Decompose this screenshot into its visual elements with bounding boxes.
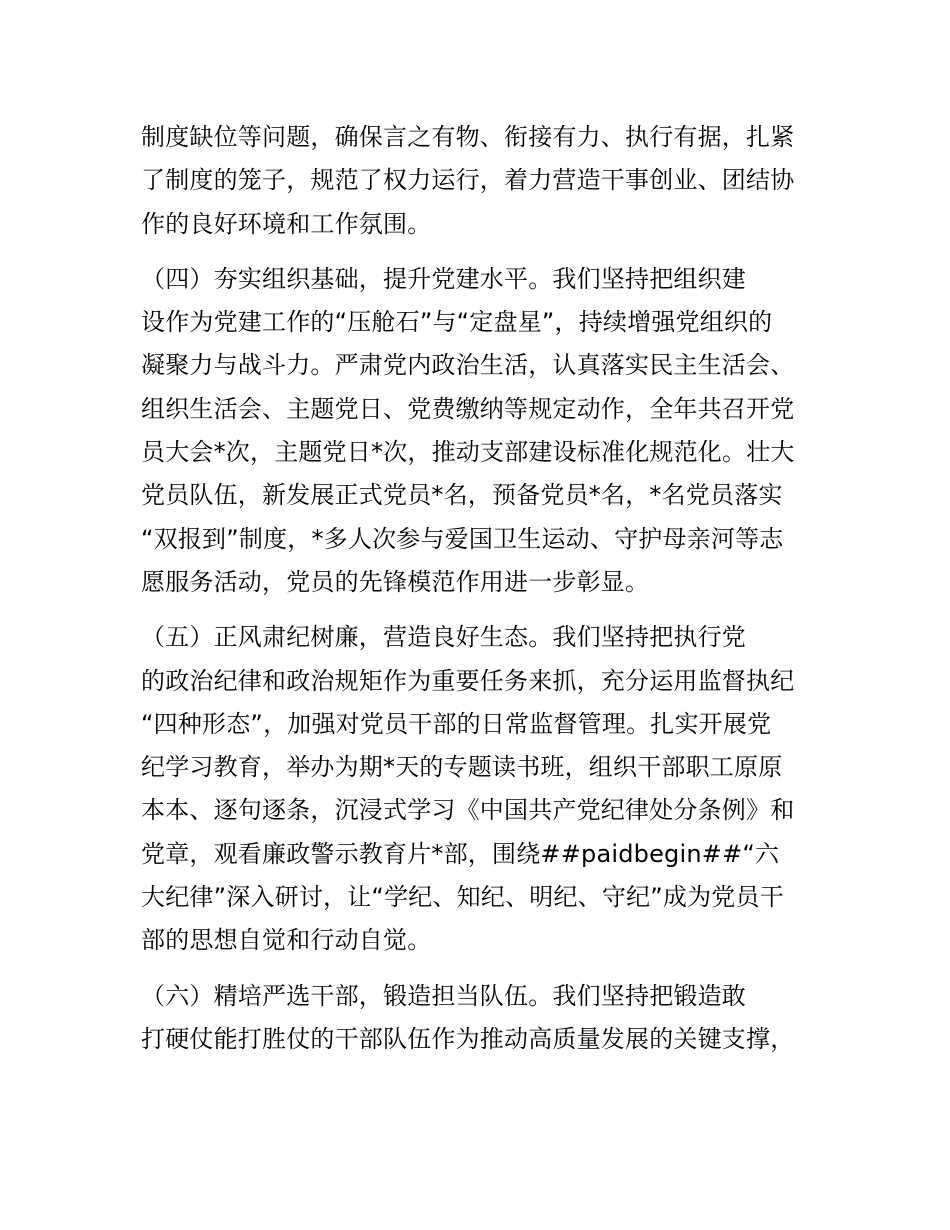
text-line: 本本、逐句逐条，沉浸式学习《中国共产党纪律处分条例》和	[141, 796, 795, 825]
text-line: “四种形态”，加强对党员干部的日常监督管理。扎实开展党	[141, 709, 772, 738]
text-line: （六）精培严选干部，锻造担当队伍。我们坚持把锻造敢	[141, 981, 746, 1010]
text-line: 打硬仗能打胜仗的干部队伍作为推动高质量发展的关键支撑，	[141, 1024, 795, 1053]
paragraph-section-four	[141, 258, 831, 604]
document-body	[141, 116, 831, 1061]
text-line: 纪学习教育，举办为期*天的专题读书班，组织干部职工原原	[141, 753, 783, 782]
text-line: 了制度的笼子，规范了权力运行，着力营造干事创业、团结协	[141, 166, 795, 195]
text-line: （四）夯实组织基础，提升党建水平。我们坚持把组织建	[141, 264, 746, 293]
text-line: 党章，观看廉政警示教育片*部，围绕##paidbegin##“六	[141, 839, 780, 868]
text-line: 员大会*次，主题党日*次，推动支部建设标准化规范化。壮大	[141, 438, 795, 467]
text-line: 凝聚力与战斗力。严肃党内政治生活，认真落实民主生活会、	[141, 351, 795, 380]
text-line: 部的思想自觉和行动自觉。	[141, 926, 432, 955]
text-line: 制度缺位等问题，确保言之有物、衔接有力、执行有据，扎紧	[141, 123, 795, 151]
text-line: 愿服务活动，党员的先锋模范作用进一步彰显。	[141, 567, 650, 596]
paragraph-institution-continued	[141, 116, 831, 246]
text-line: 组织生活会、主题党日、党费缴纳等规定动作，全年共召开党	[141, 394, 795, 423]
text-line: 的政治纪律和政治规矩作为重要任务来抓，充分运用监督执纪	[141, 666, 795, 695]
text-line: 设作为党建工作的“压舱石”与“定盘星”，持续增强党组织的	[141, 308, 773, 337]
text-line: “双报到”制度，*多人次参与爱国卫生运动、守护母亲河等志	[141, 524, 784, 553]
text-line: 党员队伍，新发展正式党员*名，预备党员*名，*名党员落实	[141, 481, 783, 510]
text-line: 作的良好环境和工作氛围。	[141, 209, 432, 238]
text-line: （五）正风肃纪树廉，营造良好生态。我们坚持把执行党	[141, 623, 746, 652]
paragraph-section-six	[141, 975, 831, 1062]
paragraph-section-five	[141, 616, 831, 962]
text-line: 大纪律”深入研讨，让“学纪、知纪、明纪、守纪”成为党员干	[141, 883, 784, 912]
